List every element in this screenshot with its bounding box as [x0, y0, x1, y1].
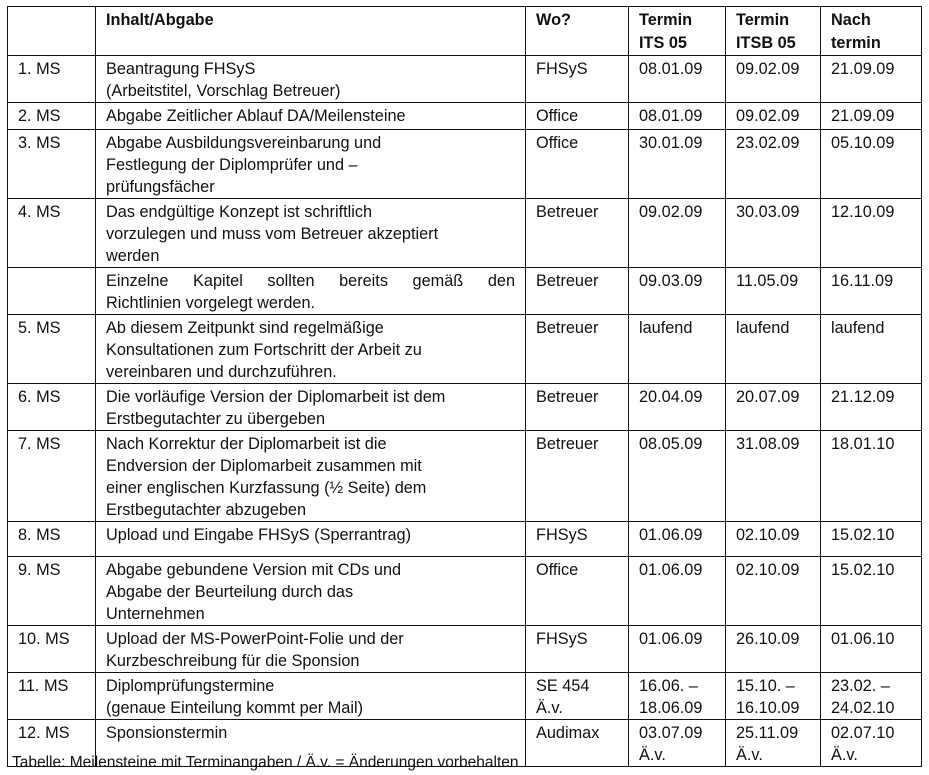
termin-its-cell	[629, 431, 726, 522]
termin-its-cell	[629, 384, 726, 431]
header-content	[96, 7, 526, 56]
cell-text-line: 25.11.09	[736, 724, 799, 742]
table-row	[8, 268, 922, 315]
ms-cell: 6. MS	[8, 384, 96, 431]
cell-text-line: Betreuer	[536, 388, 599, 406]
content-cell	[96, 315, 526, 384]
termin-itsb-cell	[726, 199, 821, 268]
termin-itsb-cell	[726, 626, 821, 673]
cell-text-line: Sponsionstermin	[106, 724, 228, 742]
table-row	[8, 431, 922, 522]
ms-cell: 11. MS	[8, 673, 96, 720]
cell-text-line: FHSyS	[536, 526, 588, 544]
cell-text-line: Ä.v.	[736, 746, 763, 764]
cell-text-line: Erstbegutachter zu übergeben	[106, 410, 326, 428]
cell-text-line: 16.11.09	[831, 272, 894, 290]
cell-text-line: 24.02.10	[831, 699, 895, 717]
termin-itsb-cell	[726, 268, 821, 315]
ms-cell: 4. MS	[8, 199, 96, 268]
location-cell	[526, 130, 629, 199]
ms-cell: 8. MS	[8, 522, 96, 557]
cell-text-line: 01.06.09	[639, 630, 703, 648]
table-row	[8, 626, 922, 673]
termin-itsb-cell	[726, 673, 821, 720]
header-text: ITSB 05	[736, 34, 796, 52]
cell-text-line: Unternehmen	[106, 605, 205, 623]
table-row	[8, 384, 922, 431]
table-row	[8, 315, 922, 384]
cell-text-line: 09.02.09	[736, 107, 800, 125]
cell-text-line: 21.12.09	[831, 388, 895, 406]
ms-cell	[8, 268, 96, 315]
cell-text-line: laufend	[736, 319, 790, 337]
content-cell	[96, 103, 526, 130]
header-text: Termin	[639, 11, 693, 29]
cell-text-line: Kurzbeschreibung für die Sponsion	[106, 652, 360, 670]
nachtermin-cell	[821, 315, 922, 384]
cell-text-line: Die vorläufige Version der Diplomarbeit ist dem	[106, 388, 446, 406]
cell-text-line: Abgabe der Beurteilung durch das	[106, 583, 354, 601]
content-cell	[96, 626, 526, 673]
cell-text-line: Richtlinien vorgelegt werden.	[106, 294, 316, 312]
cell-text-line: 09.02.09	[639, 203, 703, 221]
cell-text-line: Betreuer	[536, 319, 599, 337]
cell-text-line: Konsultationen zum Fortschritt der Arbeit zu	[106, 341, 422, 359]
cell-text-line: laufend	[831, 319, 885, 337]
termin-its-cell	[629, 673, 726, 720]
cell-text-line: Abgabe gebundene Version mit CDs und	[106, 561, 402, 579]
cell-text-line: 21.09.09	[831, 60, 895, 78]
cell-text-line: 30.03.09	[736, 203, 800, 221]
cell-text-line: 08.01.09	[639, 107, 703, 125]
cell-text-line: 16.10.09	[736, 699, 800, 717]
content-cell	[96, 673, 526, 720]
header-wo	[526, 7, 629, 56]
cell-text-line: Office	[536, 134, 579, 152]
cell-text-line: vorzulegen und muss vom Betreuer akzeptiert	[106, 225, 439, 243]
header-text: Wo?	[536, 11, 571, 29]
location-cell	[526, 384, 629, 431]
cell-text-line: Ab diesem Zeitpunkt sind regelmäßige	[106, 319, 384, 337]
content-cell	[96, 199, 526, 268]
cell-text-line: Ä.v.	[536, 699, 563, 717]
cell-text-line: prüfungsfächer	[106, 178, 215, 196]
termin-its-cell	[629, 315, 726, 384]
cell-text-line: 23.02.09	[736, 134, 800, 152]
ms-cell: 1. MS	[8, 56, 96, 103]
termin-its-cell	[629, 720, 726, 767]
header-text: ITS 05	[639, 34, 687, 52]
table-row	[8, 522, 922, 557]
table-row	[8, 103, 922, 130]
termin-itsb-cell	[726, 557, 821, 626]
cell-text-line: Audimax	[536, 724, 600, 742]
termin-itsb-cell	[726, 315, 821, 384]
location-cell	[526, 431, 629, 522]
header-termin-its	[629, 7, 726, 56]
termin-itsb-cell	[726, 431, 821, 522]
termin-itsb-cell	[726, 56, 821, 103]
cell-text-line: 15.02.10	[831, 561, 895, 579]
header-nachtermin	[821, 7, 922, 56]
cell-text-line: 20.07.09	[736, 388, 800, 406]
table-body	[8, 56, 922, 767]
cell-text-line: (genaue Einteilung kommt per Mail)	[106, 699, 364, 717]
cell-text-line: Ä.v.	[639, 746, 666, 764]
table-row	[8, 130, 922, 199]
termin-itsb-cell	[726, 522, 821, 557]
location-cell	[526, 56, 629, 103]
header-text: Inhalt/Abgabe	[106, 11, 214, 29]
nachtermin-cell	[821, 431, 922, 522]
cell-text-line: 21.09.09	[831, 107, 895, 125]
location-cell	[526, 315, 629, 384]
location-cell	[526, 268, 629, 315]
cell-text-line: Abgabe Ausbildungsvereinbarung und	[106, 134, 382, 152]
location-cell	[526, 199, 629, 268]
termin-itsb-cell	[726, 720, 821, 767]
cell-text-line: Upload und Eingabe FHSyS (Sperrantrag)	[106, 526, 411, 544]
cell-text-line: 08.05.09	[639, 435, 703, 453]
header-text: Termin	[736, 11, 790, 29]
nachtermin-cell	[821, 268, 922, 315]
cell-text-line: 02.10.09	[736, 526, 800, 544]
table-row	[8, 56, 922, 103]
nachtermin-cell	[821, 103, 922, 130]
cell-text-line: 11.05.09	[736, 272, 799, 290]
cell-text-line: 09.03.09	[639, 272, 703, 290]
content-cell	[96, 56, 526, 103]
cell-text-line: FHSyS	[536, 630, 588, 648]
cell-text-line: 15.10. –	[736, 677, 795, 695]
termin-its-cell	[629, 56, 726, 103]
location-cell	[526, 103, 629, 130]
termin-its-cell	[629, 199, 726, 268]
cell-text-line: Erstbegutachter abzugeben	[106, 501, 307, 519]
header-text: Nach	[831, 11, 871, 29]
cell-text-line: vereinbaren und durchzuführen.	[106, 363, 337, 381]
content-cell	[96, 384, 526, 431]
cell-text-line: 01.06.10	[831, 630, 895, 648]
location-cell	[526, 522, 629, 557]
cell-text-line: Office	[536, 561, 579, 579]
cell-text-line: Nach Korrektur der Diplomarbeit ist die	[106, 435, 387, 453]
cell-text-line: werden	[106, 247, 160, 265]
header-ms	[8, 7, 96, 56]
cell-text-line: 08.01.09	[639, 60, 703, 78]
nachtermin-cell	[821, 130, 922, 199]
termin-itsb-cell	[726, 384, 821, 431]
cell-text-line: Endversion der Diplomarbeit zusammen mit	[106, 457, 422, 475]
cell-text-line: 03.07.09	[639, 724, 703, 742]
cell-text-line: FHSyS	[536, 60, 588, 78]
termin-its-cell	[629, 103, 726, 130]
cell-text-line: laufend	[639, 319, 693, 337]
ms-cell: 9. MS	[8, 557, 96, 626]
nachtermin-cell	[821, 56, 922, 103]
cell-text-line: 20.04.09	[639, 388, 703, 406]
cell-text-line: Ä.v.	[831, 746, 858, 764]
cell-text-line: 01.06.09	[639, 561, 703, 579]
nachtermin-cell	[821, 384, 922, 431]
nachtermin-cell	[821, 626, 922, 673]
cell-text-line: 31.08.09	[736, 435, 800, 453]
content-cell	[96, 522, 526, 557]
nachtermin-cell	[821, 522, 922, 557]
cell-text-line: 01.06.09	[639, 526, 703, 544]
cell-text-line: 05.10.09	[831, 134, 895, 152]
header-termin-itsb	[726, 7, 821, 56]
cell-text-line: Betreuer	[536, 272, 599, 290]
termin-its-cell	[629, 557, 726, 626]
header-text: termin	[831, 34, 881, 52]
table-row	[8, 199, 922, 268]
location-cell	[526, 720, 629, 767]
cell-text-line: 15.02.10	[831, 526, 895, 544]
nachtermin-cell	[821, 673, 922, 720]
ms-cell: 3. MS	[8, 130, 96, 199]
cell-text-line: Festlegung der Diplomprüfer und –	[106, 156, 358, 174]
ms-cell: 7. MS	[8, 431, 96, 522]
ms-cell: 10. MS	[8, 626, 96, 673]
cell-text-line: Beantragung FHSyS	[106, 60, 256, 78]
cell-text-line: 09.02.09	[736, 60, 800, 78]
termin-its-cell	[629, 522, 726, 557]
cell-text-line: 18.01.10	[831, 435, 895, 453]
termin-itsb-cell	[726, 130, 821, 199]
table-row	[8, 673, 922, 720]
table-caption: Tabelle: Meilensteine mit Terminangaben / Ä.v. = Änderungen vorbehalten	[12, 754, 519, 771]
cell-text-line: SE 454	[536, 677, 590, 695]
cell-text-line: 16.06. –	[639, 677, 698, 695]
table-header-row	[8, 7, 922, 56]
ms-cell: 5. MS	[8, 315, 96, 384]
cell-text-line: 12.10.09	[831, 203, 895, 221]
termin-its-cell	[629, 626, 726, 673]
content-cell	[96, 431, 526, 522]
ms-cell: 12. MS	[8, 720, 96, 767]
cell-text-line: 30.01.09	[639, 134, 703, 152]
termin-itsb-cell	[726, 103, 821, 130]
cell-text-line: (Arbeitstitel, Vorschlag Betreuer)	[106, 82, 341, 100]
content-cell	[96, 268, 526, 315]
ms-cell: 2. MS	[8, 103, 96, 130]
nachtermin-cell	[821, 557, 922, 626]
location-cell	[526, 673, 629, 720]
cell-text-line: Abgabe Zeitlicher Ablauf DA/Meilensteine	[106, 107, 406, 125]
cell-text-line: Betreuer	[536, 203, 599, 221]
location-cell	[526, 626, 629, 673]
cell-text-line: Einzelne Kapitel sollten bereits gemäß den	[106, 272, 515, 290]
content-cell	[96, 130, 526, 199]
cell-text-line: einer englischen Kurzfassung (½ Seite) dem	[106, 479, 427, 497]
cell-text-line: 18.06.09	[639, 699, 703, 717]
termin-its-cell	[629, 130, 726, 199]
table-row	[8, 557, 922, 626]
cell-text-line: 23.02. –	[831, 677, 890, 695]
termin-its-cell	[629, 268, 726, 315]
cell-text-line: 02.07.10	[831, 724, 895, 742]
cell-text-line: Diplomprüfungstermine	[106, 677, 275, 695]
cell-text-line: 02.10.09	[736, 561, 800, 579]
cell-text-line: Das endgültige Konzept ist schriftlich	[106, 203, 373, 221]
cell-text-line: Office	[536, 107, 579, 125]
nachtermin-cell	[821, 199, 922, 268]
location-cell	[526, 557, 629, 626]
nachtermin-cell	[821, 720, 922, 767]
milestones-table	[7, 6, 922, 767]
cell-text-line: Betreuer	[536, 435, 599, 453]
cell-text-line: 26.10.09	[736, 630, 800, 648]
cell-text-line: Upload der MS-PowerPoint-Folie und der	[106, 630, 404, 648]
content-cell	[96, 557, 526, 626]
